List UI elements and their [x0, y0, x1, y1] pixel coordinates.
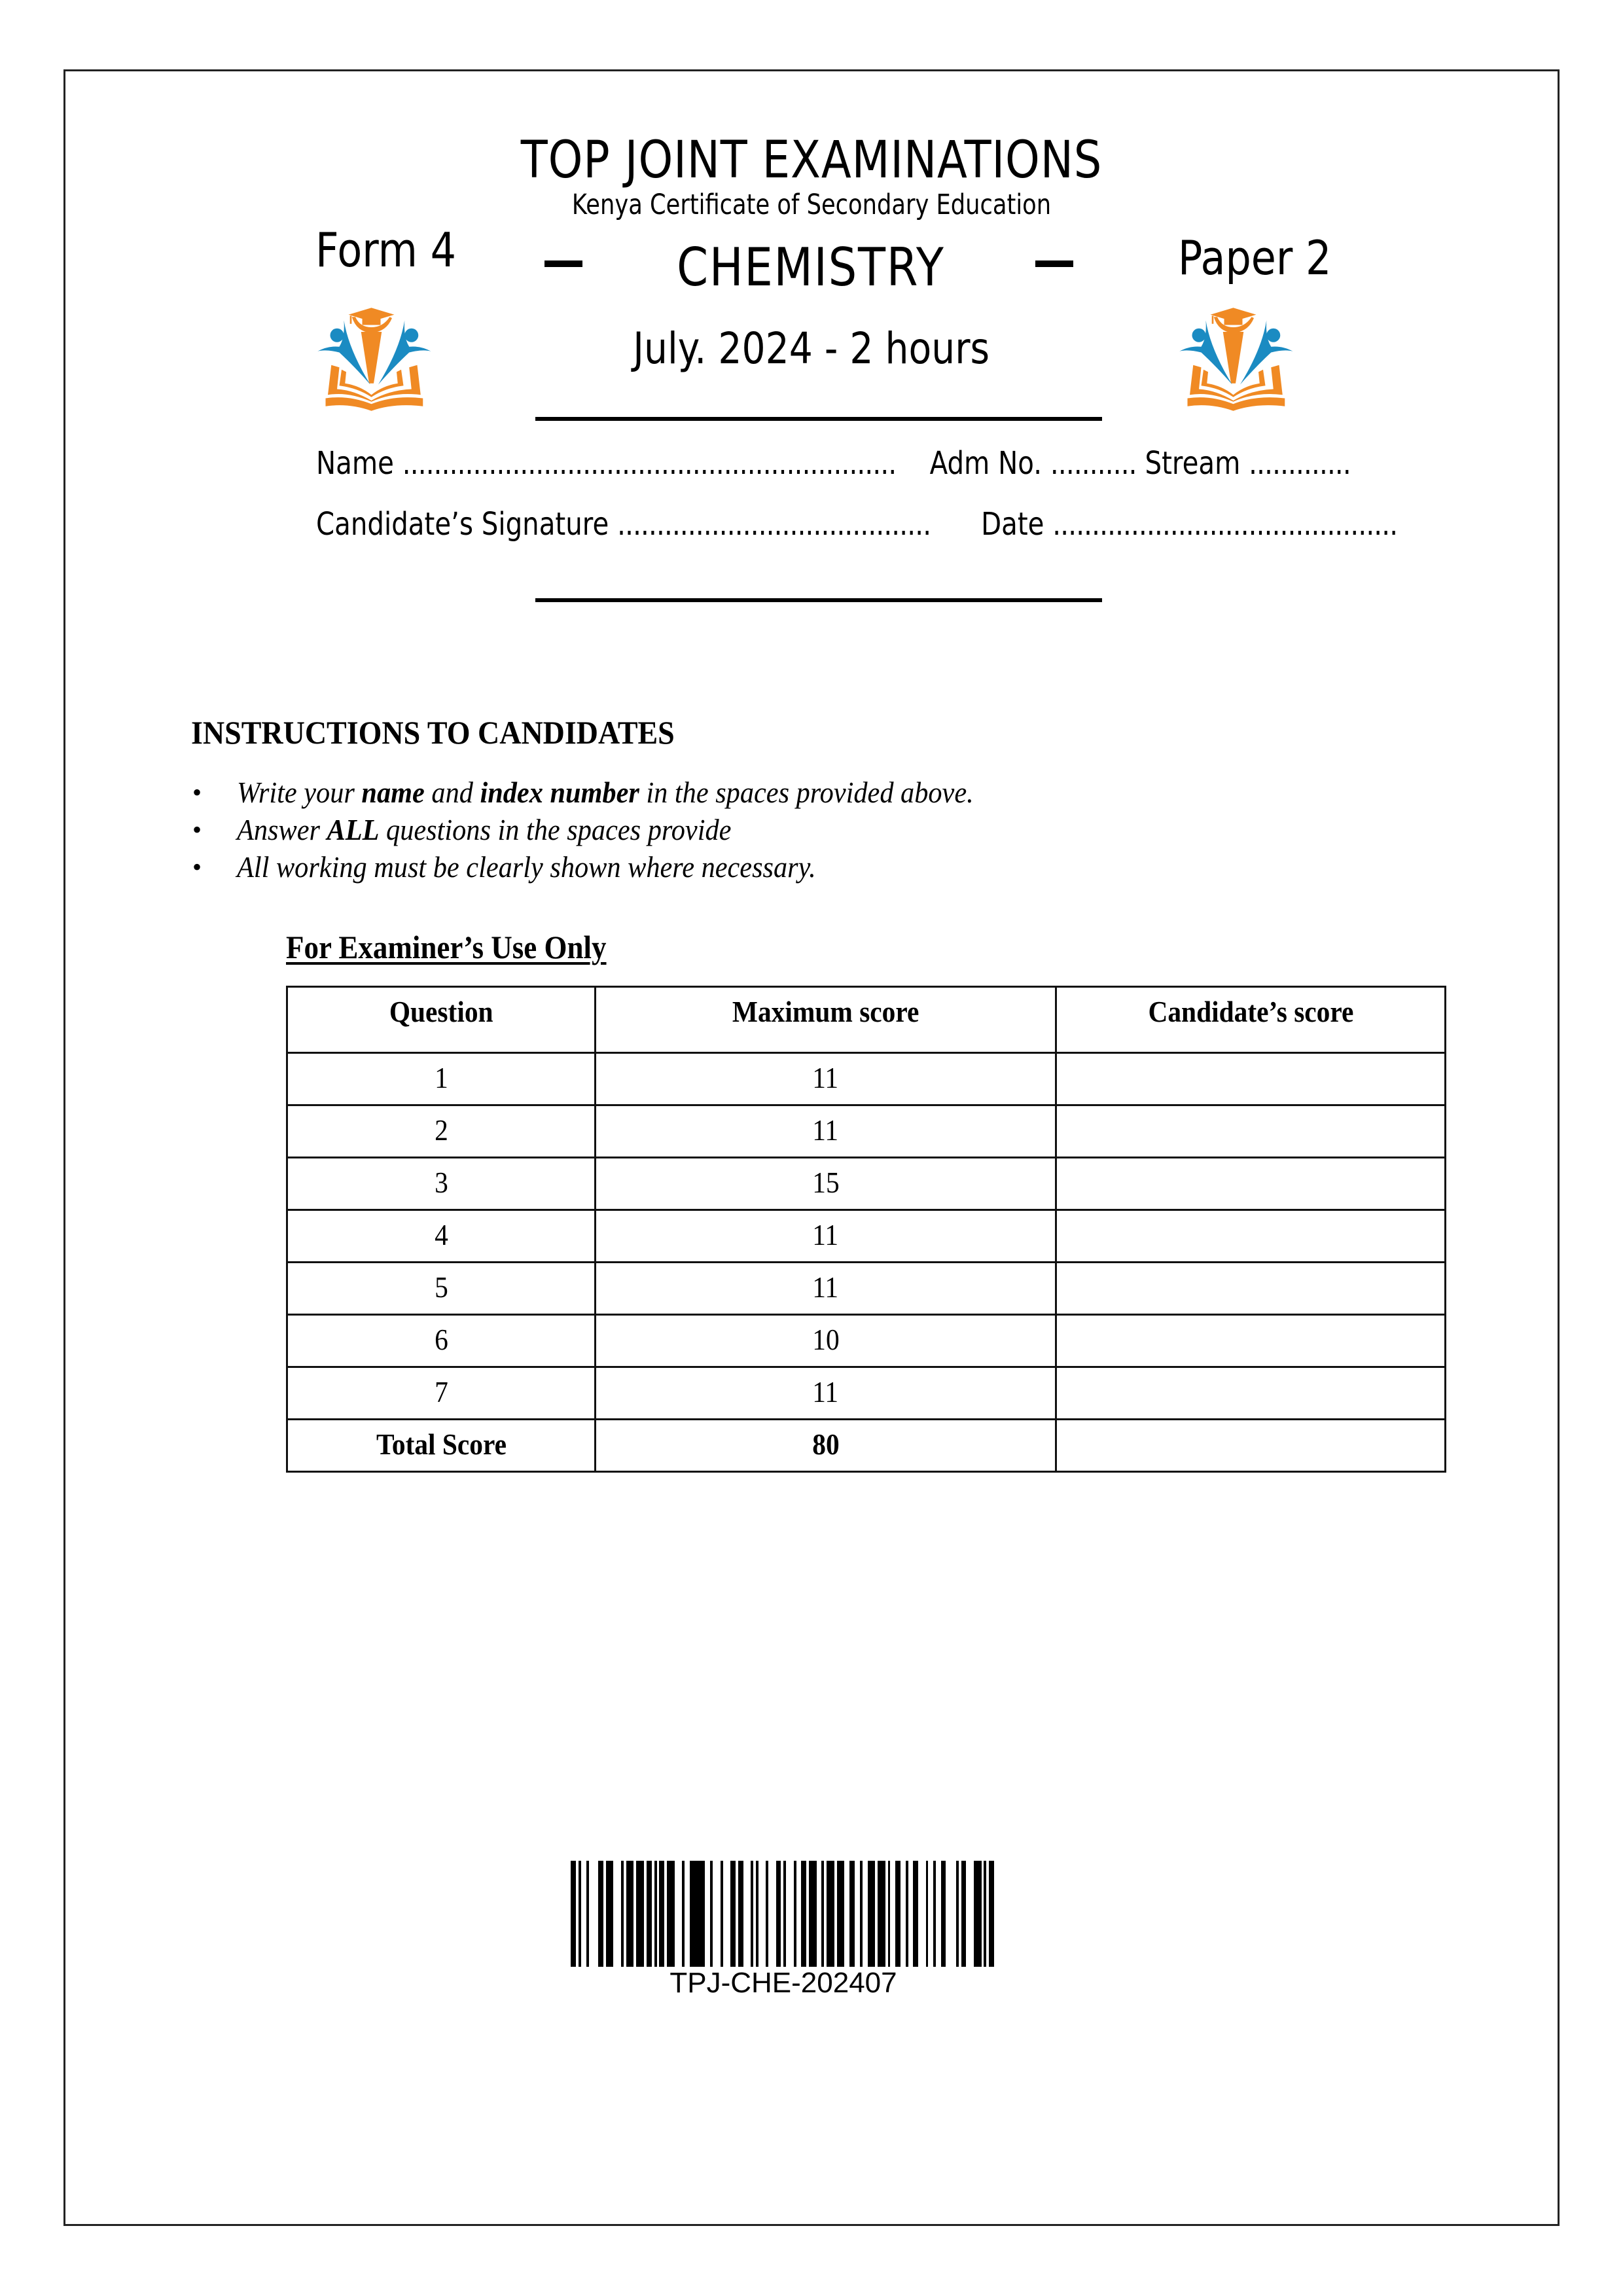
question-cell: 3 — [287, 1158, 596, 1210]
instruction-fragment: Write your — [237, 776, 362, 809]
table-row — [287, 1158, 1446, 1210]
barcode-bar — [827, 1861, 834, 1967]
table-row — [287, 1263, 1446, 1315]
candidate-score-cell[interactable] — [1056, 1367, 1445, 1420]
instruction-text — [237, 848, 816, 886]
table-row — [287, 1367, 1446, 1420]
instruction-text — [237, 774, 974, 811]
barcode-bar — [636, 1861, 644, 1967]
barcode-bar — [606, 1861, 613, 1967]
exam-subtitle: Kenya Certificate of Secondary Education — [571, 188, 1052, 221]
candidate-row-1 — [316, 445, 1351, 482]
barcode-bar — [974, 1861, 982, 1967]
subject-title: CHEMISTRY — [677, 237, 945, 298]
total-score-row — [287, 1420, 1446, 1472]
adm-no-label: Adm No. — [929, 445, 1043, 482]
question-cell: 6 — [287, 1315, 596, 1367]
instruction-item — [191, 774, 1038, 811]
barcode-bar — [626, 1861, 633, 1967]
date-label: Date — [981, 506, 1044, 543]
barcode-bar — [794, 1861, 796, 1967]
max-score-cell: 80 — [596, 1420, 1056, 1472]
form-level: Form 4 — [315, 223, 457, 278]
examiner-use-heading: For Examiner’s Use Only — [286, 929, 607, 965]
candidate-row-2 — [316, 506, 1397, 543]
instruction-fragment: in the spaces provided above. — [639, 776, 974, 809]
column-header-max-score: Maximum score — [596, 987, 1056, 1053]
barcode-bar — [776, 1861, 781, 1967]
barcode-bar — [721, 1861, 723, 1967]
barcode-bar — [690, 1861, 705, 1967]
date-dots: ............................................ — [1052, 506, 1398, 543]
examiner-score-table — [286, 986, 1446, 1473]
question-cell: Total Score — [287, 1420, 596, 1472]
instruction-item — [191, 848, 1038, 886]
instruction-fragment: questions in the spaces provide — [379, 813, 732, 846]
barcode-bar — [913, 1861, 918, 1967]
barcode-bar — [941, 1861, 946, 1967]
barcode-bar — [878, 1861, 885, 1967]
barcode-bar — [751, 1861, 753, 1967]
barcode-bar — [821, 1861, 824, 1967]
barcode-bar — [710, 1861, 713, 1967]
barcode-bar — [738, 1861, 743, 1967]
question-cell: 1 — [287, 1053, 596, 1105]
table-row — [287, 1105, 1446, 1158]
candidate-score-cell[interactable] — [1056, 1158, 1445, 1210]
barcode-bar — [730, 1861, 736, 1967]
barcode-bar — [647, 1861, 652, 1967]
instruction-text — [237, 811, 731, 848]
max-score-cell: 15 — [596, 1158, 1056, 1210]
barcode-bar — [756, 1861, 758, 1967]
emphasis-text: name — [361, 776, 425, 809]
max-score-cell: 11 — [596, 1053, 1056, 1105]
table-row — [287, 1053, 1446, 1105]
signature-field[interactable] — [316, 506, 931, 543]
barcode-bar — [984, 1861, 986, 1967]
candidate-score-cell[interactable] — [1056, 1420, 1445, 1472]
barcode-bar — [579, 1861, 581, 1967]
barcode-bar — [571, 1861, 576, 1967]
barcode-bar — [586, 1861, 589, 1967]
column-header-question: Question — [287, 987, 596, 1053]
barcode-bar — [860, 1861, 863, 1967]
max-score-cell: 11 — [596, 1210, 1056, 1263]
exam-date-duration: July. 2024 - 2 hours — [633, 323, 990, 374]
header-rule-top — [535, 417, 1102, 421]
signature-label: Candidate’s Signature — [316, 506, 609, 543]
instructions-heading: INSTRUCTIONS TO CANDIDATES — [191, 714, 675, 751]
barcode-bar — [837, 1861, 844, 1967]
barcode — [571, 1861, 996, 1967]
bullet-icon: • — [192, 852, 202, 882]
barcode-bar — [659, 1861, 664, 1967]
barcode-bar — [956, 1861, 959, 1967]
stream-dots: ............. — [1249, 445, 1351, 482]
barcode-bar — [598, 1861, 603, 1967]
max-score-cell: 11 — [596, 1105, 1056, 1158]
question-cell: 4 — [287, 1210, 596, 1263]
question-cell: 2 — [287, 1105, 596, 1158]
barcode-bar — [895, 1861, 901, 1967]
instruction-fragment: All working must be clearly shown where necessary. — [237, 850, 816, 884]
barcode-bar — [682, 1861, 685, 1967]
stream-field[interactable] — [1145, 445, 1350, 482]
barcode-bar — [989, 1861, 994, 1967]
barcode-label: TPJ-CHE-202407 — [669, 1967, 897, 1999]
bullet-icon: • — [192, 815, 202, 844]
table-row — [287, 1315, 1446, 1367]
barcode-bar — [849, 1861, 855, 1967]
barcode-bar — [621, 1861, 624, 1967]
barcode-bar — [888, 1861, 890, 1967]
name-dots: ............................................................... — [402, 445, 897, 482]
stream-label: Stream — [1145, 445, 1241, 482]
instructions-list — [191, 774, 1038, 886]
candidate-score-cell[interactable] — [1056, 1315, 1445, 1367]
barcode-bar — [667, 1861, 675, 1967]
question-cell: 5 — [287, 1263, 596, 1315]
candidate-score-cell[interactable] — [1056, 1053, 1445, 1105]
table-header-row — [287, 987, 1446, 1053]
emphasis-text: index number — [480, 776, 639, 809]
barcode-bar — [809, 1861, 817, 1967]
max-score-cell: 10 — [596, 1315, 1056, 1367]
date-field[interactable] — [981, 506, 1397, 543]
name-label: Name — [316, 445, 394, 482]
signature-dots: ........................................ — [617, 506, 931, 543]
paper-number: Paper 2 — [1178, 230, 1332, 285]
column-header-candidate-score: Candidate’s score — [1056, 987, 1445, 1053]
barcode-bar — [801, 1861, 806, 1967]
barcode-bar — [961, 1861, 966, 1967]
barcode-bar — [933, 1861, 936, 1967]
instruction-fragment: Answer — [237, 813, 327, 846]
dash-right — [1035, 260, 1073, 267]
name-field[interactable] — [316, 445, 896, 482]
max-score-cell: 11 — [596, 1263, 1056, 1315]
barcode-bar — [783, 1861, 786, 1967]
barcode-bar — [906, 1861, 908, 1967]
table-row — [287, 1210, 1446, 1263]
barcode-bar — [926, 1861, 928, 1967]
emphasis-text: ALL — [327, 813, 380, 846]
exam-body-title: TOP JOINT EXAMINATIONS — [520, 131, 1103, 190]
instruction-item — [191, 811, 1038, 848]
candidate-score-cell[interactable] — [1056, 1263, 1445, 1315]
adm-no-field[interactable] — [930, 445, 1137, 482]
bullet-icon: • — [192, 778, 202, 807]
header-rule-bottom — [535, 598, 1102, 602]
instruction-fragment: and — [424, 776, 480, 809]
candidate-score-cell[interactable] — [1056, 1105, 1445, 1158]
barcode-bar — [654, 1861, 657, 1967]
adm-no-dots: ........... — [1050, 445, 1137, 482]
question-cell: 7 — [287, 1367, 596, 1420]
barcode-bar — [766, 1861, 768, 1967]
candidate-score-cell[interactable] — [1056, 1210, 1445, 1263]
max-score-cell: 11 — [596, 1367, 1056, 1420]
barcode-bar — [868, 1861, 875, 1967]
